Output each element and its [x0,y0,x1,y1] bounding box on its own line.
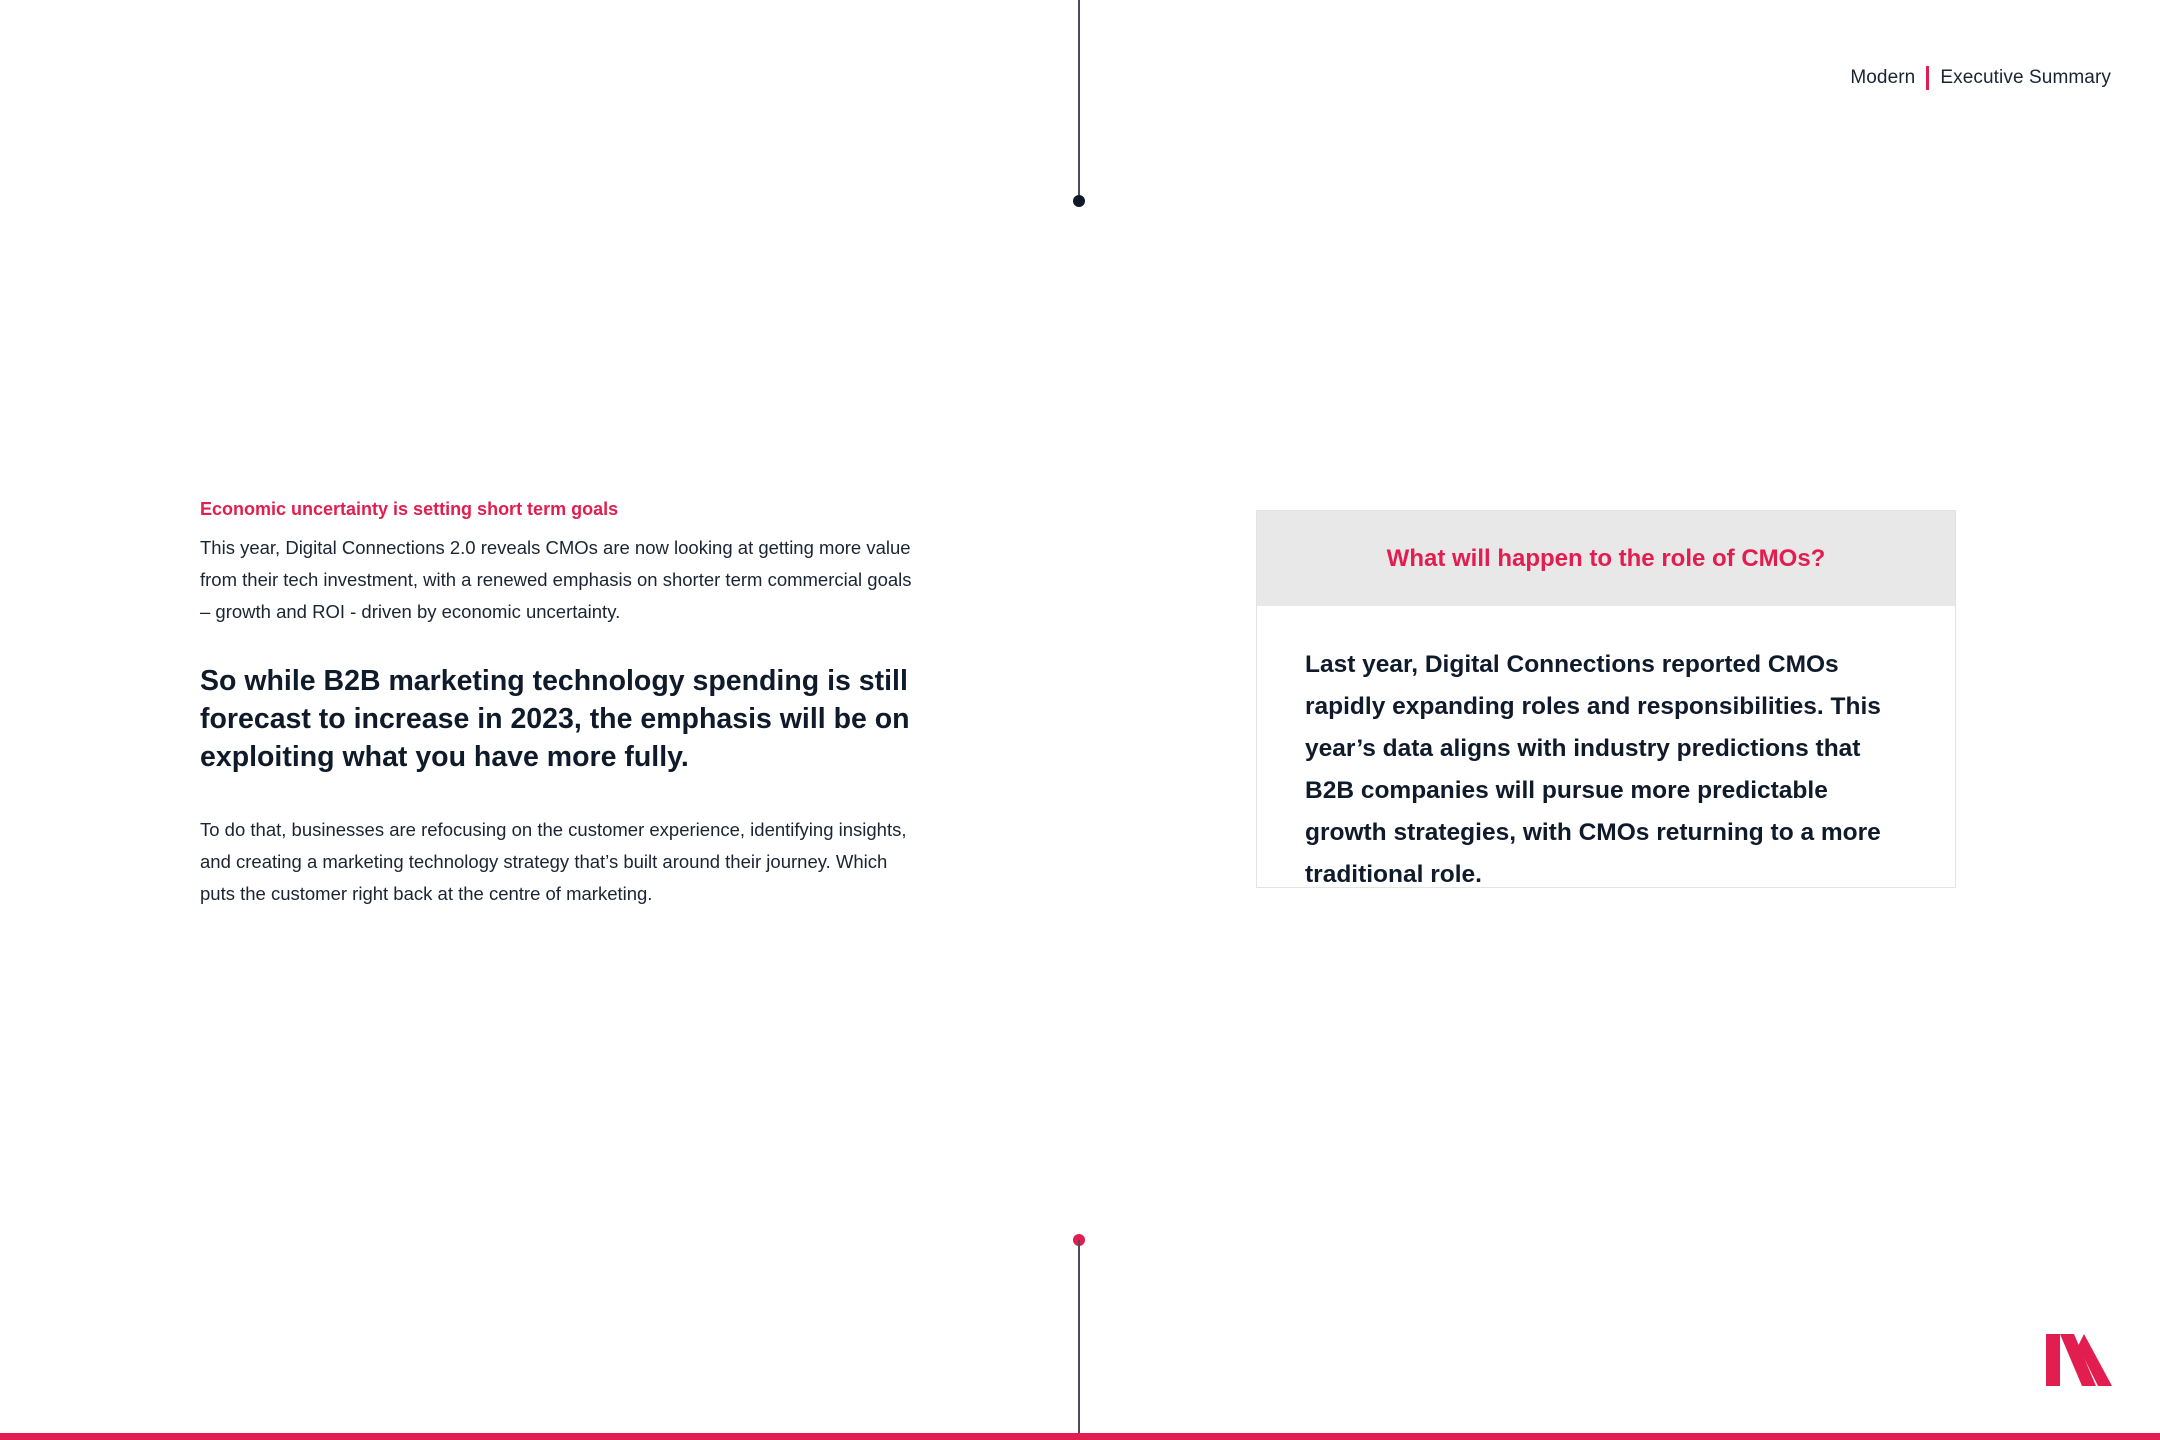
card-header [1257,511,1955,606]
intro-paragraph: This year, Digital Connections 2.0 reveals CMOs are now looking at getting more value from their tech investment, with a renewed emphasis on shorter term commercial goals – growth and ROI - driven by economic uncertainty. [200,537,912,622]
breadcrumb [1850,66,2111,90]
left-column [200,496,920,910]
section-eyebrow: Economic uncertainty is setting short term goals [200,499,619,519]
timeline-line-top [1078,0,1080,200]
brand-logo-icon [2046,1334,2112,1386]
timeline-dot-top [1073,195,1085,207]
card-text: Last year, Digital Connections reported CMOs rapidly expanding roles and responsibilities. This year’s data aligns with industry predictions that B2B companies will pursue more predictable growth strategies, with CMOs returning to a more traditional role. [1305,651,1881,888]
card-title: What will happen to the role of CMOs? [1386,544,1826,572]
lead-statement: So while B2B marketing technology spending is still forecast to increase in 2023, the emphasis will be on exploiting what you have more fully. [200,665,910,773]
cmo-role-card [1256,510,1956,888]
outro-paragraph: To do that, businesses are refocusing on the customer experience, identifying insights, and creating a marketing technology strategy that’s built around their journey. Which puts the customer right back at the centre of marketing. [200,819,907,904]
breadcrumb-divider [1926,66,1929,90]
bottom-accent-bar [0,1433,2160,1440]
breadcrumb-section: Modern [1850,67,1916,88]
timeline-line-bottom [1078,1240,1080,1440]
card-body [1257,606,1955,896]
breadcrumb-page: Executive Summary [1940,67,2111,88]
